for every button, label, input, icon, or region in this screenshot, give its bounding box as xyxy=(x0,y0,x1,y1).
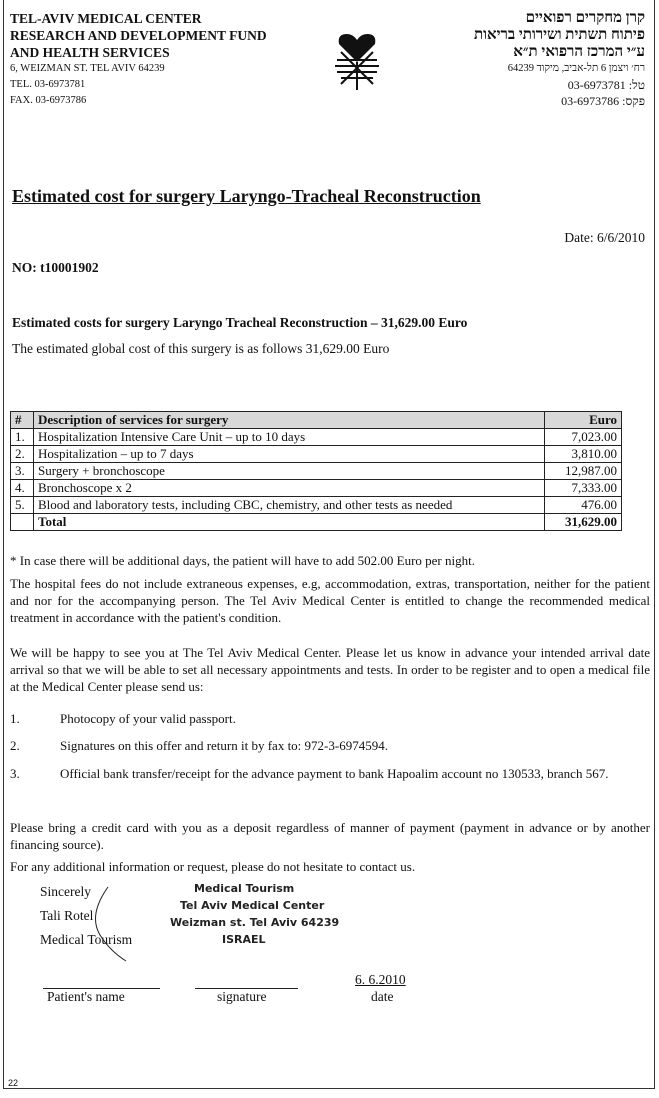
item-text: Official bank transfer/receipt for the advance payment to bank Hapoalim account no 130533, branch 567. xyxy=(60,766,609,781)
table-row xyxy=(11,446,622,463)
stamp-line: ISRAEL xyxy=(222,933,266,946)
row-amount: 12,987.00 xyxy=(545,463,622,480)
row-amount: 476.00 xyxy=(545,497,622,514)
row-description: Blood and laboratory tests, including CBC, chemistry, and other tests as needed xyxy=(34,497,545,514)
fax-he: פקס: 03-6973786 xyxy=(561,94,645,108)
col-description: Description of services for surgery xyxy=(34,412,545,429)
item-number: 1. xyxy=(10,711,20,726)
closing-sincerely: Sincerely xyxy=(40,884,91,899)
stamp-line: Medical Tourism xyxy=(194,882,295,895)
row-amount: 3,810.00 xyxy=(545,446,622,463)
address-he: רח׳ ויצמן 6 תל-אביב, מיקוד 64239 xyxy=(507,63,645,74)
row-amount: 7,333.00 xyxy=(545,480,622,497)
signer-department: Medical Tourism xyxy=(40,932,133,947)
total-blank xyxy=(11,514,34,531)
tel-he: טל: 03-6973781 xyxy=(567,78,645,92)
table-row xyxy=(11,463,622,480)
reference-number: NO: t10001902 xyxy=(12,260,99,275)
cost-subtitle: Estimated costs for surgery Laryngo Tracheal Reconstruction – 31,629.00 Euro xyxy=(12,315,468,330)
item-text: Signatures on this offer and return it by fax to: 972-3-6974594. xyxy=(60,738,388,753)
signature-scribble xyxy=(88,885,148,965)
row-number: 3. xyxy=(11,463,34,480)
cost-table xyxy=(10,411,622,531)
date-label: date xyxy=(371,989,394,1004)
signature-label: signature xyxy=(217,989,267,1004)
table-header xyxy=(11,412,622,429)
contact-paragraph: For any additional information or request, please do not hesitate to contact us. xyxy=(10,859,416,874)
medical-center-stamp xyxy=(170,880,339,948)
item-number: 2. xyxy=(10,738,20,753)
requirement-item xyxy=(10,765,650,782)
patient-name-label: Patient's name xyxy=(47,989,125,1004)
table-row xyxy=(11,480,622,497)
fax: FAX. 03-6973786 xyxy=(10,95,87,106)
address: 6, WEIZMAN ST. TEL AVIV 64239 xyxy=(10,63,165,74)
requirement-item xyxy=(10,737,650,754)
row-description: Hospitalization – up to 7 days xyxy=(34,446,545,463)
table-row xyxy=(11,497,622,514)
table-total-row xyxy=(11,514,622,531)
global-cost: The estimated global cost of this surgery is as follows 31,629.00 Euro xyxy=(12,341,390,356)
row-number: 1. xyxy=(11,429,34,446)
requirement-item xyxy=(10,710,650,727)
org-name-he-line3: ע״י המרכז הרפואי ת״א xyxy=(513,44,645,60)
fees-paragraph: The hospital fees do not include extraneous expenses, e.g, accommodation, extras, transportation, neither for the patient and nor for the accompanying person. The Tel Aviv Medical Center is entitled to change the recommended medical treatment in accordance with the patient's condition. xyxy=(10,576,650,625)
document-date: Date: 6/6/2010 xyxy=(564,230,645,245)
heart-logo-icon xyxy=(333,32,381,92)
col-number: # xyxy=(11,412,34,429)
item-text: Photocopy of your valid passport. xyxy=(60,711,236,726)
page-number: 22 xyxy=(8,1078,19,1088)
additional-days-note: * In case there will be additional days, the patient will have to add 502.00 Euro per night. xyxy=(10,553,475,568)
letterhead-hebrew xyxy=(385,10,645,109)
document-title: Estimated cost for surgery Laryngo-Tracheal Reconstruction xyxy=(12,186,481,206)
col-euro: Euro xyxy=(545,412,622,429)
row-description: Bronchoscope x 2 xyxy=(34,480,545,497)
row-number: 4. xyxy=(11,480,34,497)
total-label: Total xyxy=(34,514,545,531)
row-number: 5. xyxy=(11,497,34,514)
row-amount: 7,023.00 xyxy=(545,429,622,446)
org-name-he: קרן מחקרים רפואיים xyxy=(525,10,645,26)
table-row xyxy=(11,429,622,446)
letterhead-english xyxy=(10,10,267,109)
total-value: 31,629.00 xyxy=(545,514,622,531)
welcome-paragraph: We will be happy to see you at The Tel Aviv Medical Center. Please let us know in advance your intended arrival date arrival so that we will be able to set all necessary appointments and tests. In order to be register and to open a medical file at the Medical Center please send us: xyxy=(10,645,650,694)
org-name-line3: AND HEALTH SERVICES xyxy=(10,45,170,60)
stamp-line: Weizman st. Tel Aviv 64239 xyxy=(170,916,340,929)
credit-card-paragraph: Please bring a credit card with you as a deposit regardless of manner of payment (payment in advance or by another financing source). xyxy=(10,820,650,852)
org-name: TEL-AVIV MEDICAL CENTER xyxy=(10,11,202,26)
item-number: 3. xyxy=(10,766,20,781)
row-description: Hospitalization Intensive Care Unit – up to 10 days xyxy=(34,429,545,446)
org-name-line2: RESEARCH AND DEVELOPMENT FUND xyxy=(10,28,267,43)
row-number: 2. xyxy=(11,446,34,463)
signed-date: 6. 6.2010 xyxy=(355,972,406,987)
row-description: Surgery + bronchoscope xyxy=(34,463,545,480)
org-name-he-line2: פיתוח תשתית ושירותי בריאות xyxy=(473,27,645,43)
tel: TEL. 03-6973781 xyxy=(10,79,86,90)
stamp-line: Tel Aviv Medical Center xyxy=(180,899,325,912)
signer-name: Tali Rotel xyxy=(40,908,94,923)
